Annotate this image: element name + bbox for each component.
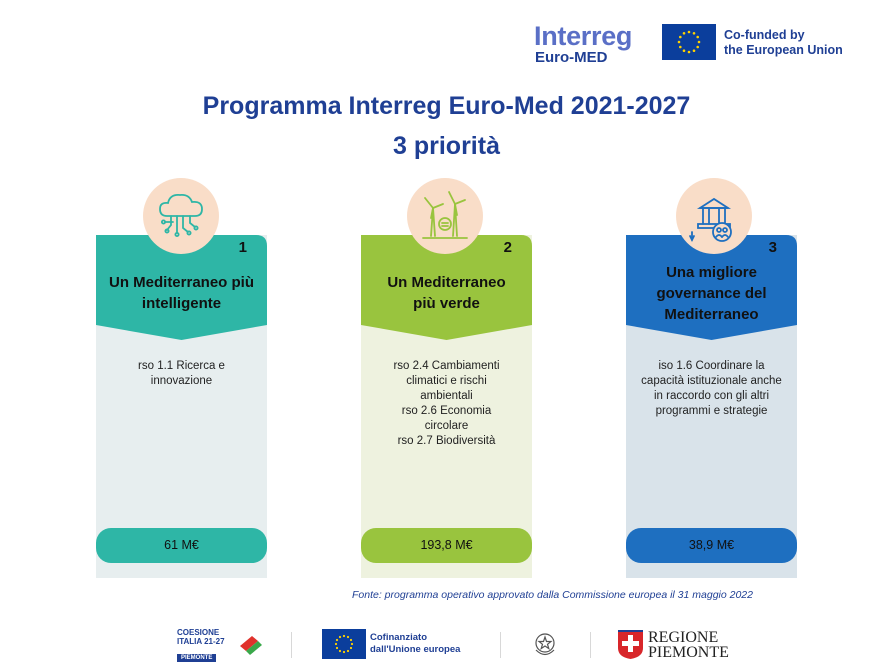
interreg-logo <box>534 22 632 66</box>
budget-amount: 193,8 M€ <box>361 528 532 563</box>
coesione-arrow-icon <box>238 630 264 660</box>
cofunded-label <box>724 28 843 58</box>
priority-number: 3 <box>768 239 777 256</box>
priority-objectives: rso 1.1 Ricerca e innovazione <box>138 360 225 387</box>
cofinanziato-label: Cofinanziato dall'Unione europea <box>370 632 461 655</box>
page-title: Programma Interreg Euro-Med 2021-2027 <box>202 92 691 120</box>
priority-objectives: rso 2.4 Cambiamenti climatici e rischi ambientali rso 2.6 Economia circolare rso 2.7 Biodiversità <box>393 360 500 447</box>
priority-number: 2 <box>503 239 512 256</box>
regione-piemonte-label: REGIONE PIEMONTE <box>648 629 729 661</box>
eu-flag-small-icon <box>322 629 366 659</box>
priority-objectives: iso 1.6 Coordinare la capacità istituzionale anche in raccordo con gli altri programmi e strategie <box>641 360 782 417</box>
governance-building-icon <box>676 178 752 254</box>
cofunded-line2: the European Union <box>724 43 843 57</box>
interreg-sub: Euro-MED <box>535 49 608 66</box>
source-note: Fonte: programma operativo approvato dalla Commissione europea il 31 maggio 2022 <box>352 589 753 601</box>
divider <box>590 632 591 658</box>
wind-turbine-icon <box>407 178 483 254</box>
divider <box>291 632 292 658</box>
ai-brain-cloud-icon <box>143 178 219 254</box>
divider <box>500 632 501 658</box>
budget-amount: 61 M€ <box>96 528 267 563</box>
budget-amount: 38,9 M€ <box>626 528 797 563</box>
cofunded-line1: Co-funded by <box>724 28 805 42</box>
coesione-italia-logo: COESIONE ITALIA 21-27 PIEMONTE <box>177 628 225 661</box>
priority-card-2 <box>361 235 532 578</box>
priority-heading: Un Mediterraneo più verde <box>387 274 506 312</box>
interreg-name: Interreg <box>534 21 633 51</box>
footer-logos <box>0 624 893 664</box>
page-subtitle: 3 priorità <box>393 132 500 160</box>
priority-card-1 <box>96 235 267 578</box>
priority-number: 1 <box>238 239 247 256</box>
regione-piemonte-shield-icon <box>617 630 644 660</box>
priority-heading: Una migliore governance del Mediterraneo <box>656 264 767 323</box>
eu-flag-icon <box>662 24 716 60</box>
italian-republic-emblem-icon <box>531 628 559 660</box>
priority-heading: Un Mediterraneo più intelligente <box>108 274 254 312</box>
priority-card-3 <box>626 235 797 578</box>
